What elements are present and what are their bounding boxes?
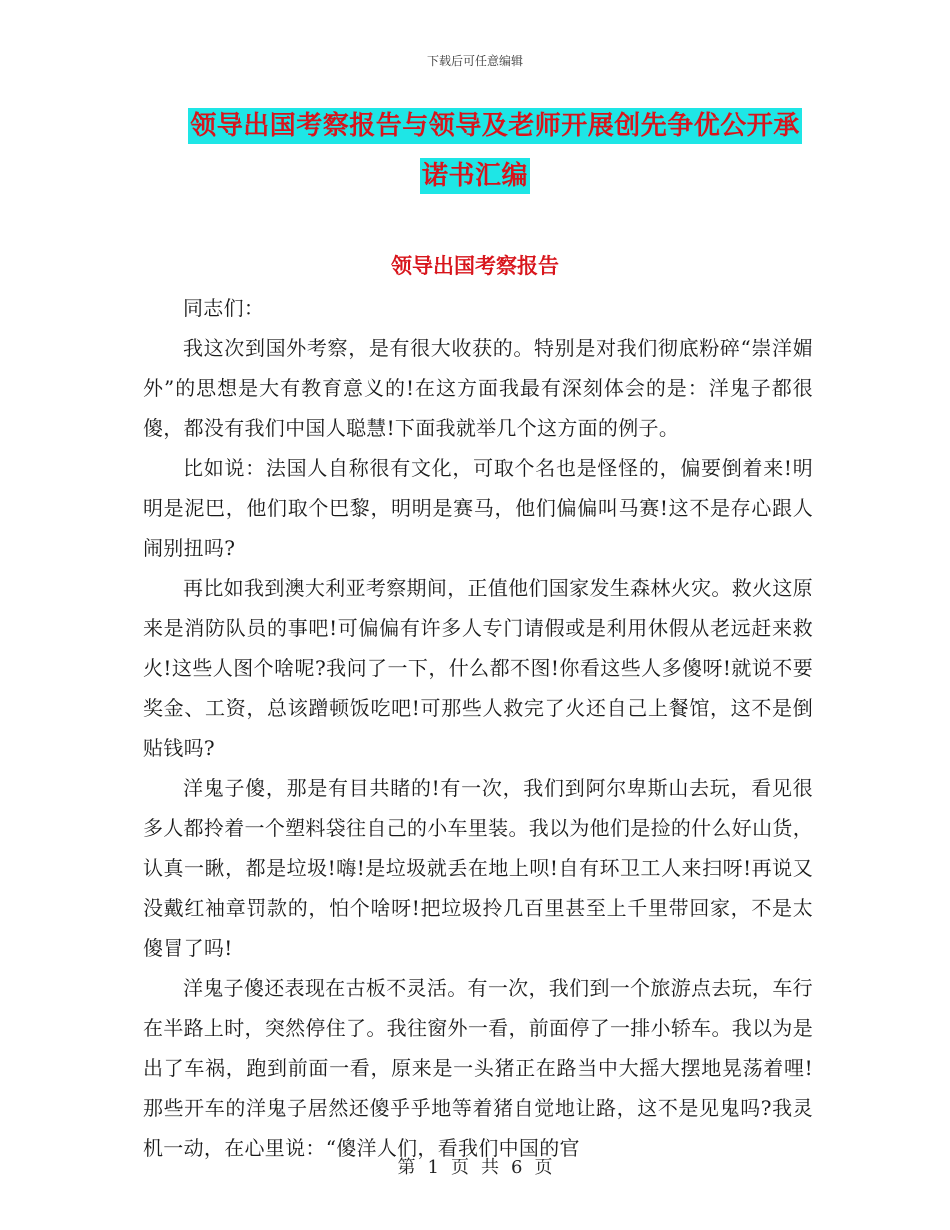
document-title [0,108,950,194]
paragraph: 洋鬼子傻，那是有目共睹的!有一次，我们到阿尔卑斯山去玩，看见很多人都拎着一个塑料袋往自己的小车里装。我以为他们是捡的什么好山货，认真一瞅，都是垃圾!嗨!是垃圾就丢在地上呗!自有环卫工人来扫呀!再说又没戴红袖章罚款的，怕个啥呀!把垃圾拎几百里甚至上千里带回家，不是太傻冒了吗! [143,776,813,960]
page-number: 1 [427,1157,439,1178]
page-footer [0,1153,950,1179]
paragraph: 我这次到国外考察，是有很大收获的。特别是对我们彻底粉碎“崇洋媚外”的思想是大有教育意义的!在这方面我最有深刻体会的是：洋鬼子都很傻，都没有我们中国人聪慧!下面我就举几个这方面的例子。 [143,336,813,440]
paragraph: 洋鬼子傻还表现在古板不灵活。有一次，我们到一个旅游点去玩，车行在半路上时，突然停住了。我往窗外一看，前面停了一排小轿车。我以为是出了车祸，跑到前面一看，原来是一头猪正在路当中大摇大摆地晃荡着哩!那些开车的洋鬼子居然还傻乎乎地等着猪自觉地让路，这不是见鬼吗?我灵机一动，在心里说：“傻洋人们，看我们中国的官 [143,976,813,1160]
page-total: 6 [511,1157,523,1178]
title-line-1: 领导出国考察报告与领导及老师开展创先争优公开承 [188,108,802,144]
header-note: 下载后可任意编辑 [426,54,523,68]
paragraph-greeting: 同志们： [183,296,265,320]
footer-prefix: 第 [397,1157,416,1178]
paragraph: 比如说：法国人自称很有文化，可取个名也是怪怪的，偏要倒着来!明明是泥巴，他们取个巴黎，明明是赛马，他们偏偏叫马赛!这不是存心跟人闹别扭吗? [143,456,813,560]
footer-total-label: 共 [481,1157,499,1178]
document-body [143,288,813,1168]
footer-mid: 页 [451,1157,469,1178]
footer-suffix: 页 [534,1157,553,1178]
section-title: 领导出国考察报告 [391,254,559,278]
title-line-2: 诺书汇编 [420,158,530,194]
paragraph: 再比如我到澳大利亚考察期间，正值他们国家发生森林火灾。救火这原来是消防队员的事吧!可偏偏有许多人专门请假或是利用休假从老远赶来救火!这些人图个啥呢?我问了一下，什么都不图!你看这些人多傻呀!就说不要奖金、工资，总该蹭顿饭吃吧!可那些人救完了火还自己上餐馆，这不是倒贴钱吗? [143,576,813,760]
